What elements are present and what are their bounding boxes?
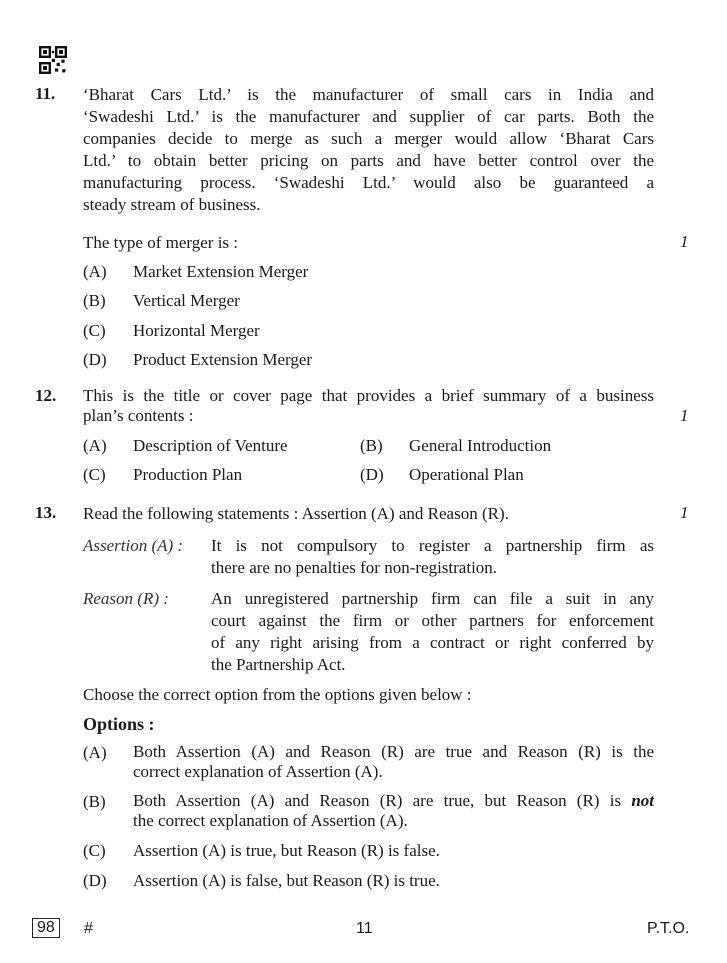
marks: 1 [680, 503, 689, 522]
reason-label: Reason (R) : [83, 589, 169, 608]
paper-code: 98 [32, 918, 60, 938]
question-number: 11. [35, 84, 56, 103]
option-label: (D) [83, 350, 107, 369]
pto-label: P.T.O. [647, 920, 690, 937]
question-intro: Read the following statements : Assertion (A) and Reason (R). [83, 504, 509, 523]
option-line-text: Both Assertion (A) and Reason (R) are true, but Reason (R) is [133, 791, 622, 810]
reason-line: of any right arising from a contract or right conferred by [211, 633, 654, 652]
assertion-line: It is not compulsory to register a partnership firm as [211, 536, 654, 555]
option-text: Assertion (A) is false, but Reason (R) is true. [133, 871, 440, 890]
hash-mark: # [84, 920, 93, 937]
assertion-line: there are no penalties for non-registration. [211, 558, 498, 577]
option-text: Assertion (A) is true, but Reason (R) is false. [133, 841, 440, 860]
question-prompt: The type of merger is : [83, 233, 239, 252]
question-number: 12. [35, 386, 57, 405]
option-text: Description of Venture [133, 436, 288, 455]
option-line: the correct explanation of Assertion (A). [133, 811, 408, 830]
option-label: (A) [83, 743, 107, 762]
choose-instruction: Choose the correct option from the options given below : [83, 685, 472, 704]
option-text: General Introduction [409, 436, 552, 455]
question-body [83, 386, 654, 426]
assertion-label: Assertion (A) : [83, 536, 184, 555]
marks: 1 [680, 406, 689, 425]
page-number: 11 [356, 920, 373, 937]
option-text: Horizontal Merger [133, 321, 260, 340]
option-label: (D) [83, 871, 107, 890]
question-line: companies decide to merge as such a merger would allow ‘Bharat Cars [83, 129, 654, 148]
option-label: (C) [83, 465, 106, 484]
option-text: Operational Plan [409, 465, 524, 484]
option-text: Vertical Merger [133, 291, 240, 310]
option-label: (A) [83, 436, 107, 455]
marks: 1 [680, 232, 689, 251]
question-body [83, 84, 654, 216]
question-line: steady stream of business. [83, 195, 261, 214]
option-line: Both Assertion (A) and Reason (R) are true and Reason (R) is the [133, 742, 654, 761]
question-line: plan’s contents : [83, 406, 194, 425]
assertion-text [211, 535, 654, 579]
options-heading: Options : [83, 714, 155, 734]
option-text [133, 791, 654, 831]
reason-line: the Partnership Act. [211, 655, 346, 674]
question-line: Ltd.’ to obtain better pricing on parts and have better control over the [83, 151, 654, 170]
option-text: Market Extension Merger [133, 262, 309, 281]
option-line: correct explanation of Assertion (A). [133, 762, 383, 781]
option-line [133, 791, 654, 811]
question-line: manufacturing process. ‘Swadeshi Ltd.’ would also be guaranteed a [83, 173, 654, 192]
option-label: (B) [360, 436, 383, 455]
option-text: Product Extension Merger [133, 350, 313, 369]
option-label: (B) [83, 291, 106, 310]
question-number: 13. [35, 503, 57, 522]
question-line: ‘Swadeshi Ltd.’ is the manufacturer and supplier of car parts. Both the [83, 107, 654, 126]
reason-line: An unregistered partnership firm can file a suit in any [211, 589, 654, 608]
qr-code-icon [39, 46, 67, 74]
option-label: (D) [360, 465, 384, 484]
option-label: (C) [83, 321, 106, 340]
option-label: (B) [83, 792, 106, 811]
reason-text [211, 588, 654, 676]
question-line: This is the title or cover page that provides a brief summary of a business [83, 386, 654, 405]
option-text [133, 742, 654, 782]
option-label: (A) [83, 262, 107, 281]
reason-line: court against the firm or other partners for enforcement [211, 611, 654, 630]
question-line: ‘Bharat Cars Ltd.’ is the manufacturer of small cars in India and [83, 85, 654, 104]
option-label: (C) [83, 841, 106, 860]
option-text: Production Plan [133, 465, 243, 484]
emphasis-not: not [631, 791, 654, 810]
